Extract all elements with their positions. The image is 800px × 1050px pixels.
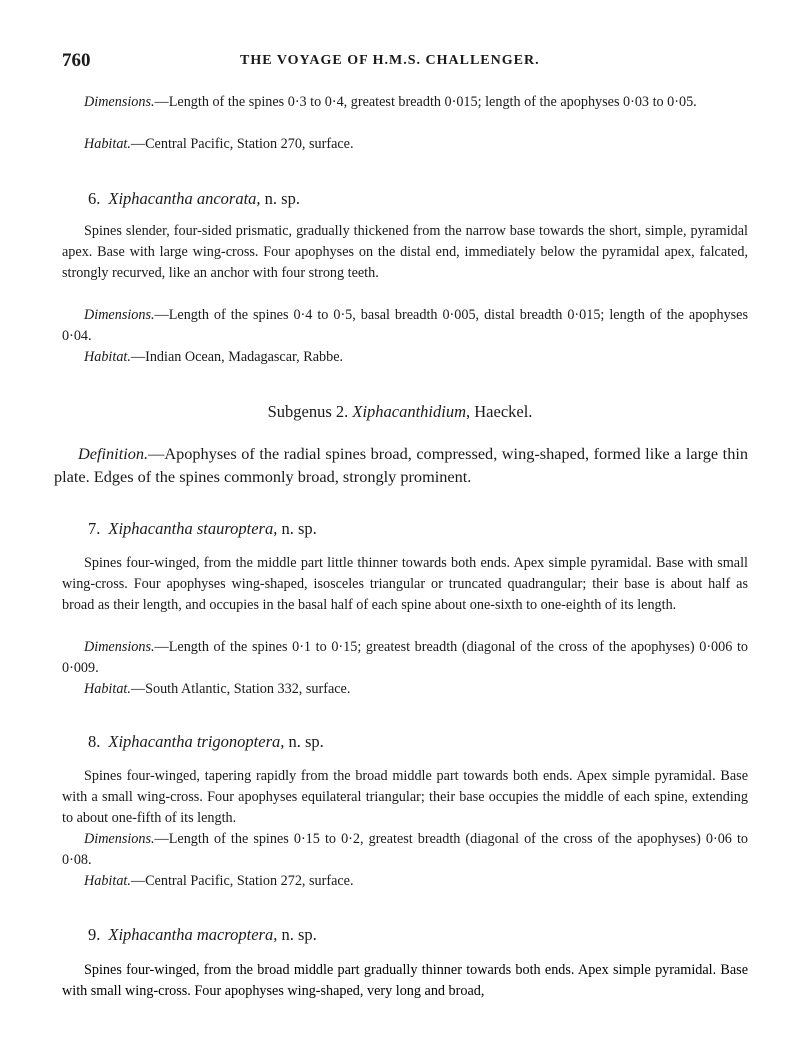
species-heading: 9. Xiphacantha macroptera, n. sp. <box>88 925 317 944</box>
species-habitat: Habitat.—Indian Ocean, Madagascar, Rabbe. <box>84 349 344 365</box>
species-dimensions: Dimensions.—Length of the spines 0·1 to 0·15; greatest breadth (diagonal of the cross of the apophyses) 0·006 to 0·009. <box>62 639 748 676</box>
intro-dimensions: Dimensions.—Length of the spines 0·3 to 0·4, greatest breadth 0·015; length of the apophyses 0·03 to 0·05. <box>84 94 697 110</box>
species-description: Spines slender, four-sided prismatic, gradually thickened from the narrow base towards the short, simple, pyramidal apex. Base with large wing-cross. Four apophyses on the distal end, immediately below the pyramidal apex, falcated, strongly recurved, like an anchor with four strong teeth. <box>62 223 748 281</box>
species-dimensions: Dimensions.—Length of the spines 0·4 to 0·5, basal breadth 0·005, distal breadth 0·015; length of the apophyses 0·04. <box>62 307 748 344</box>
species-description: Spines four-winged, from the broad middle part gradually thinner towards both ends. Apex simple pyramidal. Base with small wing-cross. Four apophyses wing-shaped, very long and broad, <box>62 962 748 999</box>
species-heading: 8. Xiphacantha trigonoptera, n. sp. <box>88 732 324 751</box>
species-habitat: Habitat.—Central Pacific, Station 272, surface. <box>84 873 354 889</box>
species-description: Spines four-winged, from the middle part little thinner towards both ends. Apex simple pyramidal. Base with small wing-cross. Four apophyses wing-shaped, isosceles triangular or truncated quadrangular; their base is about half as broad as their length, and occupies in the basal half of each spine about one-sixth to one-eighth of its length. <box>62 555 748 613</box>
subgenus-definition: Definition.—Apophyses of the radial spines broad, compressed, wing-shaped, formed like a large thin plate. Edges of the spines commonly broad, strongly prominent. <box>54 444 748 486</box>
species-description: Spines four-winged, tapering rapidly from the broad middle part towards both ends. Apex simple pyramidal. Base with a small wing-cross. Four apophyses equilateral triangular; their base occupies the middle of each spine, extending to about one-fifth of its length. <box>62 768 748 826</box>
intro-habitat: Habitat.—Central Pacific, Station 270, surface. <box>84 136 354 152</box>
subgenus-heading: Subgenus 2. Xiphacanthidium, Haeckel. <box>267 402 533 421</box>
species-heading: 6. Xiphacantha ancorata, n. sp. <box>88 189 300 208</box>
species-dimensions: Dimensions.—Length of the spines 0·15 to 0·2, greatest breadth (diagonal of the cross of the apophyses) 0·06 to 0·08. <box>62 831 748 868</box>
page-header <box>62 50 752 74</box>
page-number: 760 <box>62 50 91 71</box>
species-habitat: Habitat.—South Atlantic, Station 332, surface. <box>84 681 351 697</box>
species-heading: 7. Xiphacantha stauroptera, n. sp. <box>88 519 317 538</box>
running-title: THE VOYAGE OF H.M.S. CHALLENGER. <box>240 53 540 68</box>
